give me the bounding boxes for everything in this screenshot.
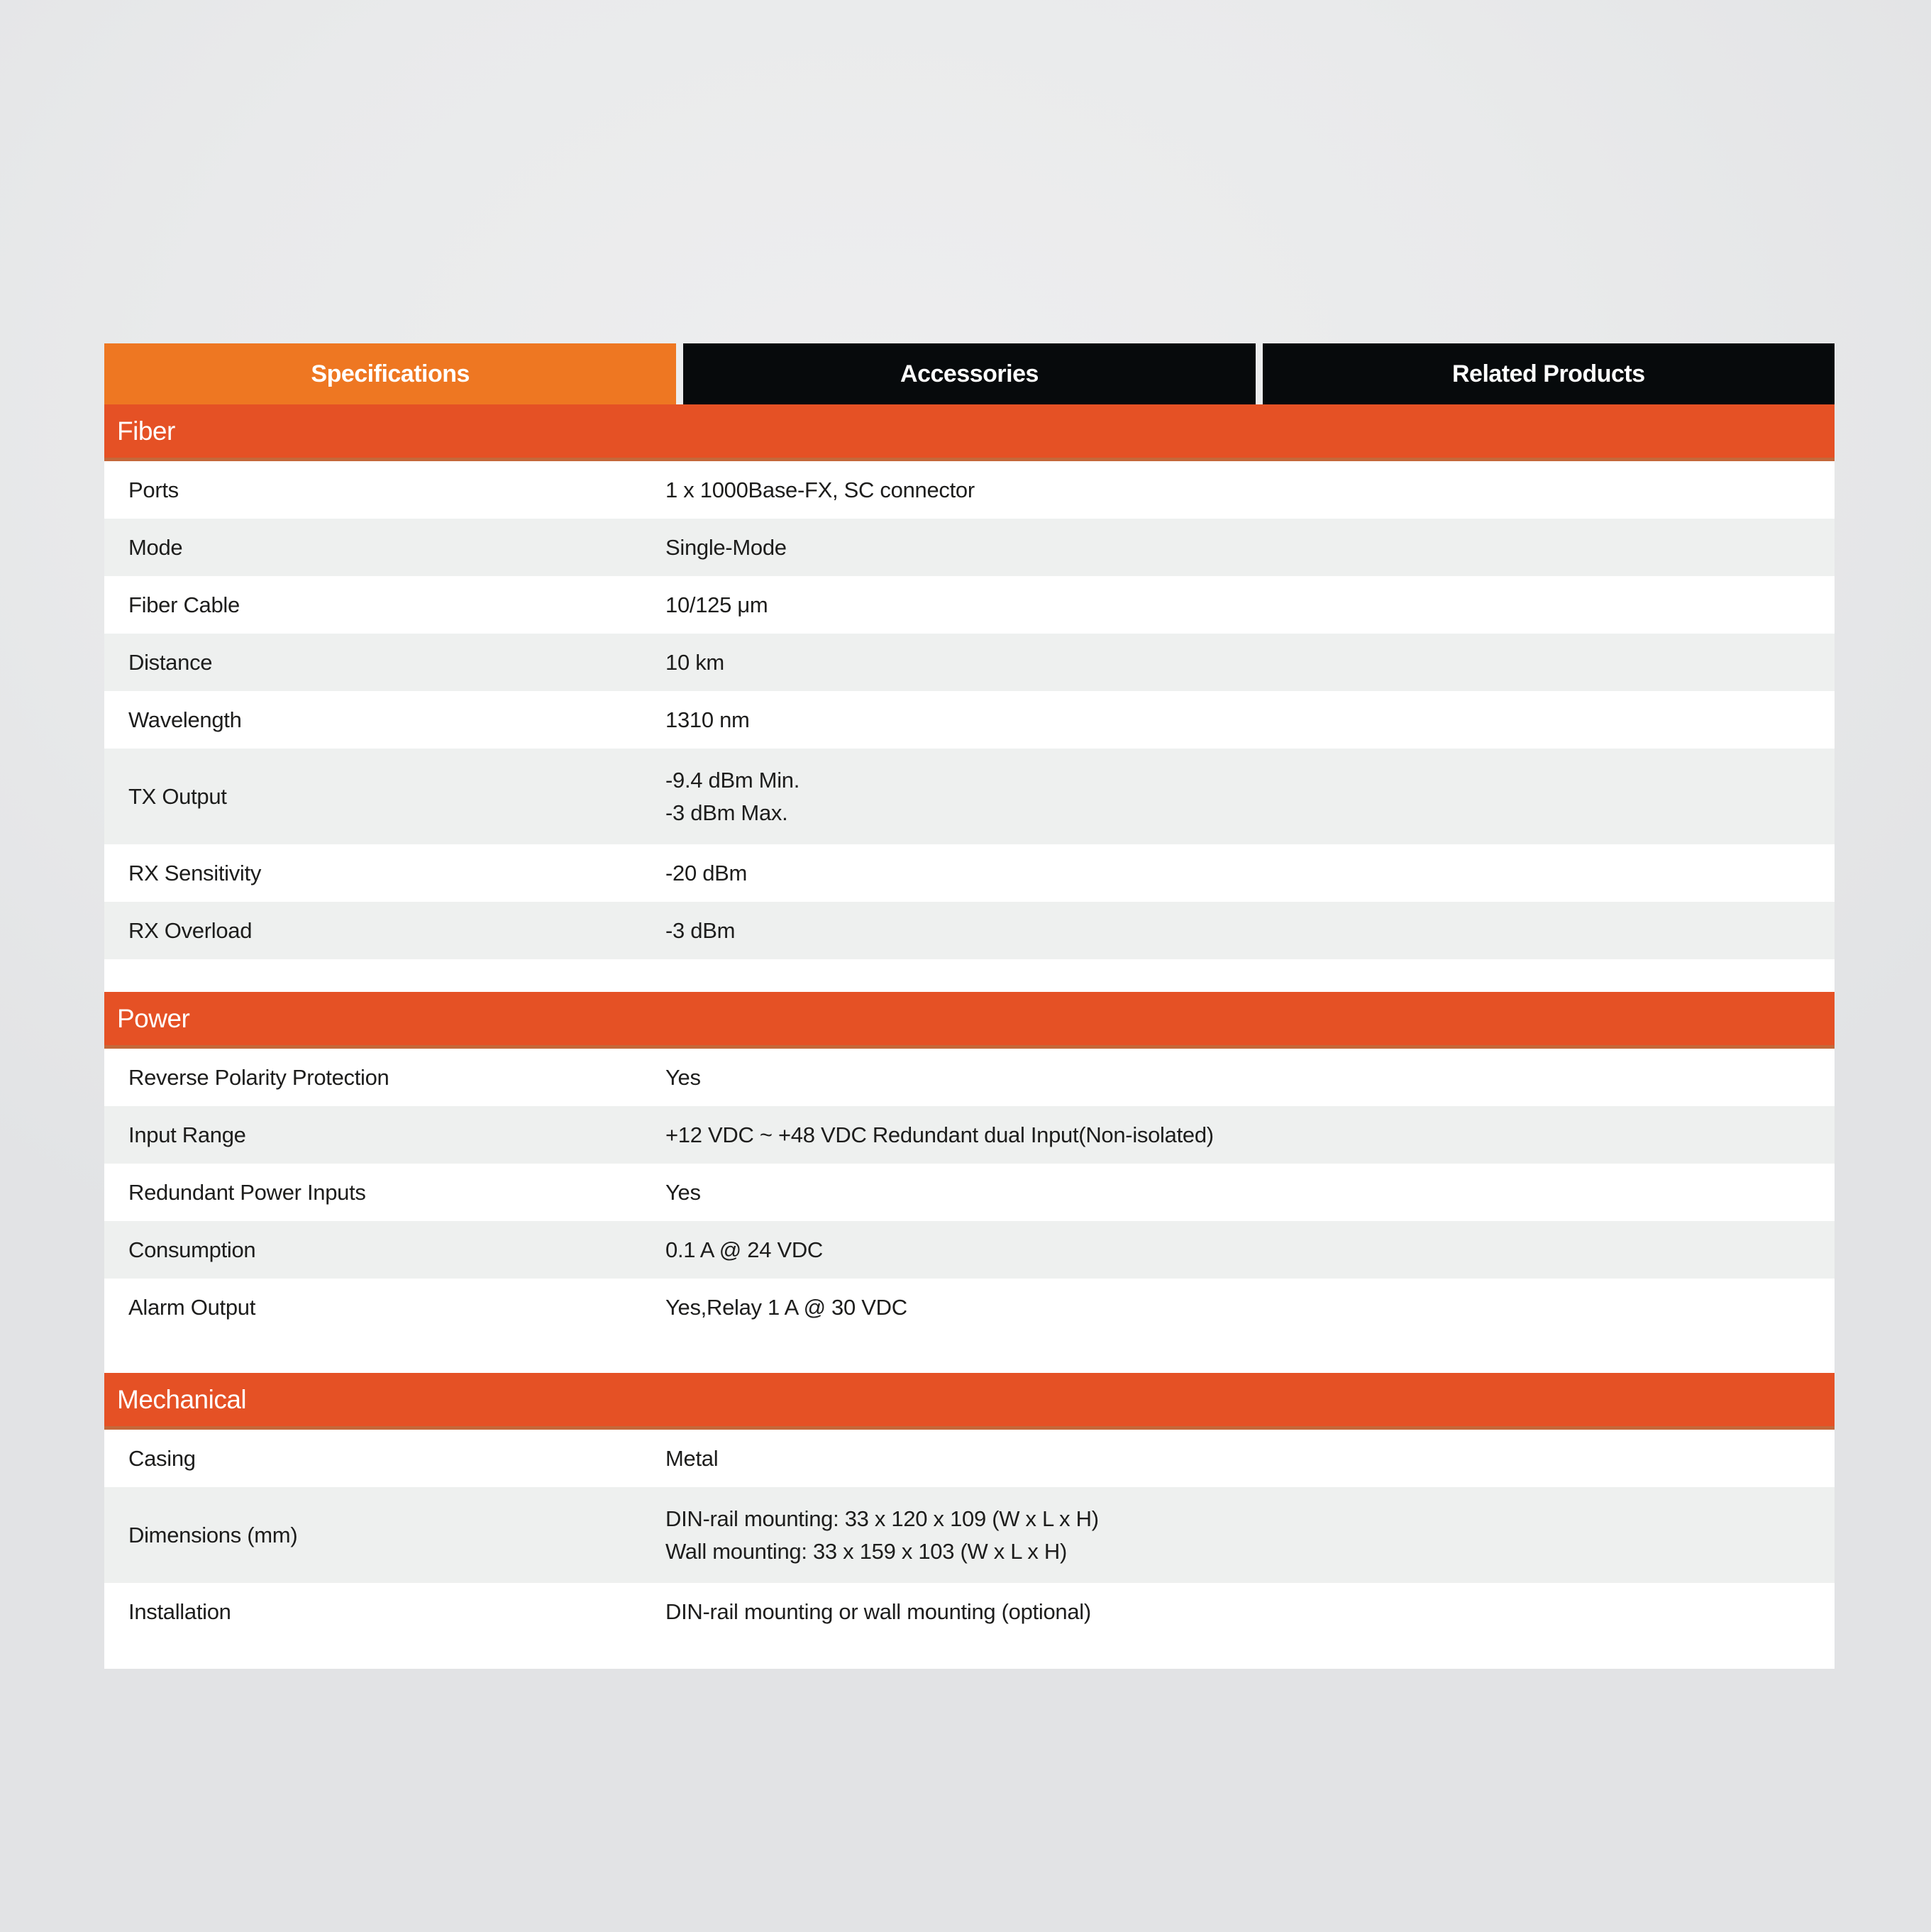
spec-value-line: Wall mounting: 33 x 159 x 103 (W x L x H) (665, 1538, 1068, 1564)
spec-label: Fiber Cable (128, 592, 240, 617)
tab-accessories[interactable] (683, 343, 1255, 404)
spec-value: Yes (665, 1179, 701, 1205)
spec-value-line: DIN-rail mounting: 33 x 120 x 109 (W x L x H) (665, 1506, 1099, 1531)
table-row-rx-overload (104, 902, 1835, 959)
table-row-redundant-power (104, 1164, 1835, 1221)
spec-value: DIN-rail mounting or wall mounting (optional) (665, 1599, 1091, 1624)
section-header-fiber (104, 404, 1835, 461)
spec-label: Distance (128, 649, 213, 675)
table-row-casing (104, 1430, 1835, 1487)
spec-value-line: -3 dBm Max. (665, 800, 788, 825)
spec-label: Reverse Polarity Protection (128, 1064, 389, 1090)
table-row-mode (104, 519, 1835, 576)
table-row-reverse-polarity (104, 1049, 1835, 1106)
spec-value: Single-Mode (665, 534, 787, 560)
table-row-input-range (104, 1106, 1835, 1164)
spec-value: Metal (665, 1445, 719, 1471)
spec-label: Ports (128, 477, 179, 502)
spec-label: RX Sensitivity (128, 860, 262, 885)
spec-table (104, 404, 1835, 1669)
table-row-tx-output (104, 749, 1835, 844)
spec-value: 1310 nm (665, 707, 750, 732)
tab-specifications-label: Specifications (311, 360, 470, 387)
spec-label: Alarm Output (128, 1294, 256, 1320)
spec-label: Wavelength (128, 707, 242, 732)
spec-label: TX Output (128, 783, 227, 809)
table-row-ports (104, 461, 1835, 519)
tab-bar (104, 343, 1835, 404)
section-title: Power (117, 1003, 190, 1033)
section-divider (104, 1336, 1835, 1373)
tab-accessories-label: Accessories (900, 360, 1039, 387)
spec-label: Mode (128, 534, 183, 560)
spec-value: -20 dBm (665, 860, 748, 885)
section-title: Mechanical (117, 1384, 247, 1414)
table-row-dimensions (104, 1487, 1835, 1583)
spec-value: 10 km (665, 649, 724, 675)
spec-label: RX Overload (128, 917, 253, 943)
table-row-wavelength (104, 691, 1835, 749)
table-row-consumption (104, 1221, 1835, 1279)
spec-label: Consumption (128, 1237, 256, 1262)
table-row-fiber-cable (104, 576, 1835, 634)
spec-label: Dimensions (mm) (128, 1522, 298, 1547)
spec-value: 1 x 1000Base-FX, SC connector (665, 477, 975, 502)
spec-value (665, 1503, 1835, 1568)
spec-label: Redundant Power Inputs (128, 1179, 366, 1205)
section-divider (104, 959, 1835, 992)
table-row-rx-sensitivity (104, 844, 1835, 902)
spec-label: Input Range (128, 1122, 246, 1147)
table-row-installation (104, 1583, 1835, 1640)
spec-value: +12 VDC ~ +48 VDC Redundant dual Input(Non-isolated) (665, 1122, 1214, 1147)
spec-value: 0.1 A @ 24 VDC (665, 1237, 824, 1262)
tab-specifications[interactable] (104, 343, 676, 404)
tab-related-products[interactable] (1263, 343, 1835, 404)
spec-value: Yes,Relay 1 A @ 30 VDC (665, 1294, 907, 1320)
table-row-alarm-output (104, 1279, 1835, 1336)
spec-label: Installation (128, 1599, 231, 1624)
section-title: Fiber (117, 416, 175, 446)
spec-value (665, 764, 1835, 829)
product-spec-panel (104, 343, 1835, 1669)
spec-value: -3 dBm (665, 917, 736, 943)
table-row-distance (104, 634, 1835, 691)
section-header-power (104, 992, 1835, 1049)
spec-value: 10/125 μm (665, 592, 768, 617)
table-bottom-padding (104, 1640, 1835, 1669)
spec-label: Casing (128, 1445, 196, 1471)
spec-value: Yes (665, 1064, 701, 1090)
spec-value-line: -9.4 dBm Min. (665, 767, 800, 793)
tab-related-products-label: Related Products (1452, 360, 1645, 387)
section-header-mechanical (104, 1373, 1835, 1430)
